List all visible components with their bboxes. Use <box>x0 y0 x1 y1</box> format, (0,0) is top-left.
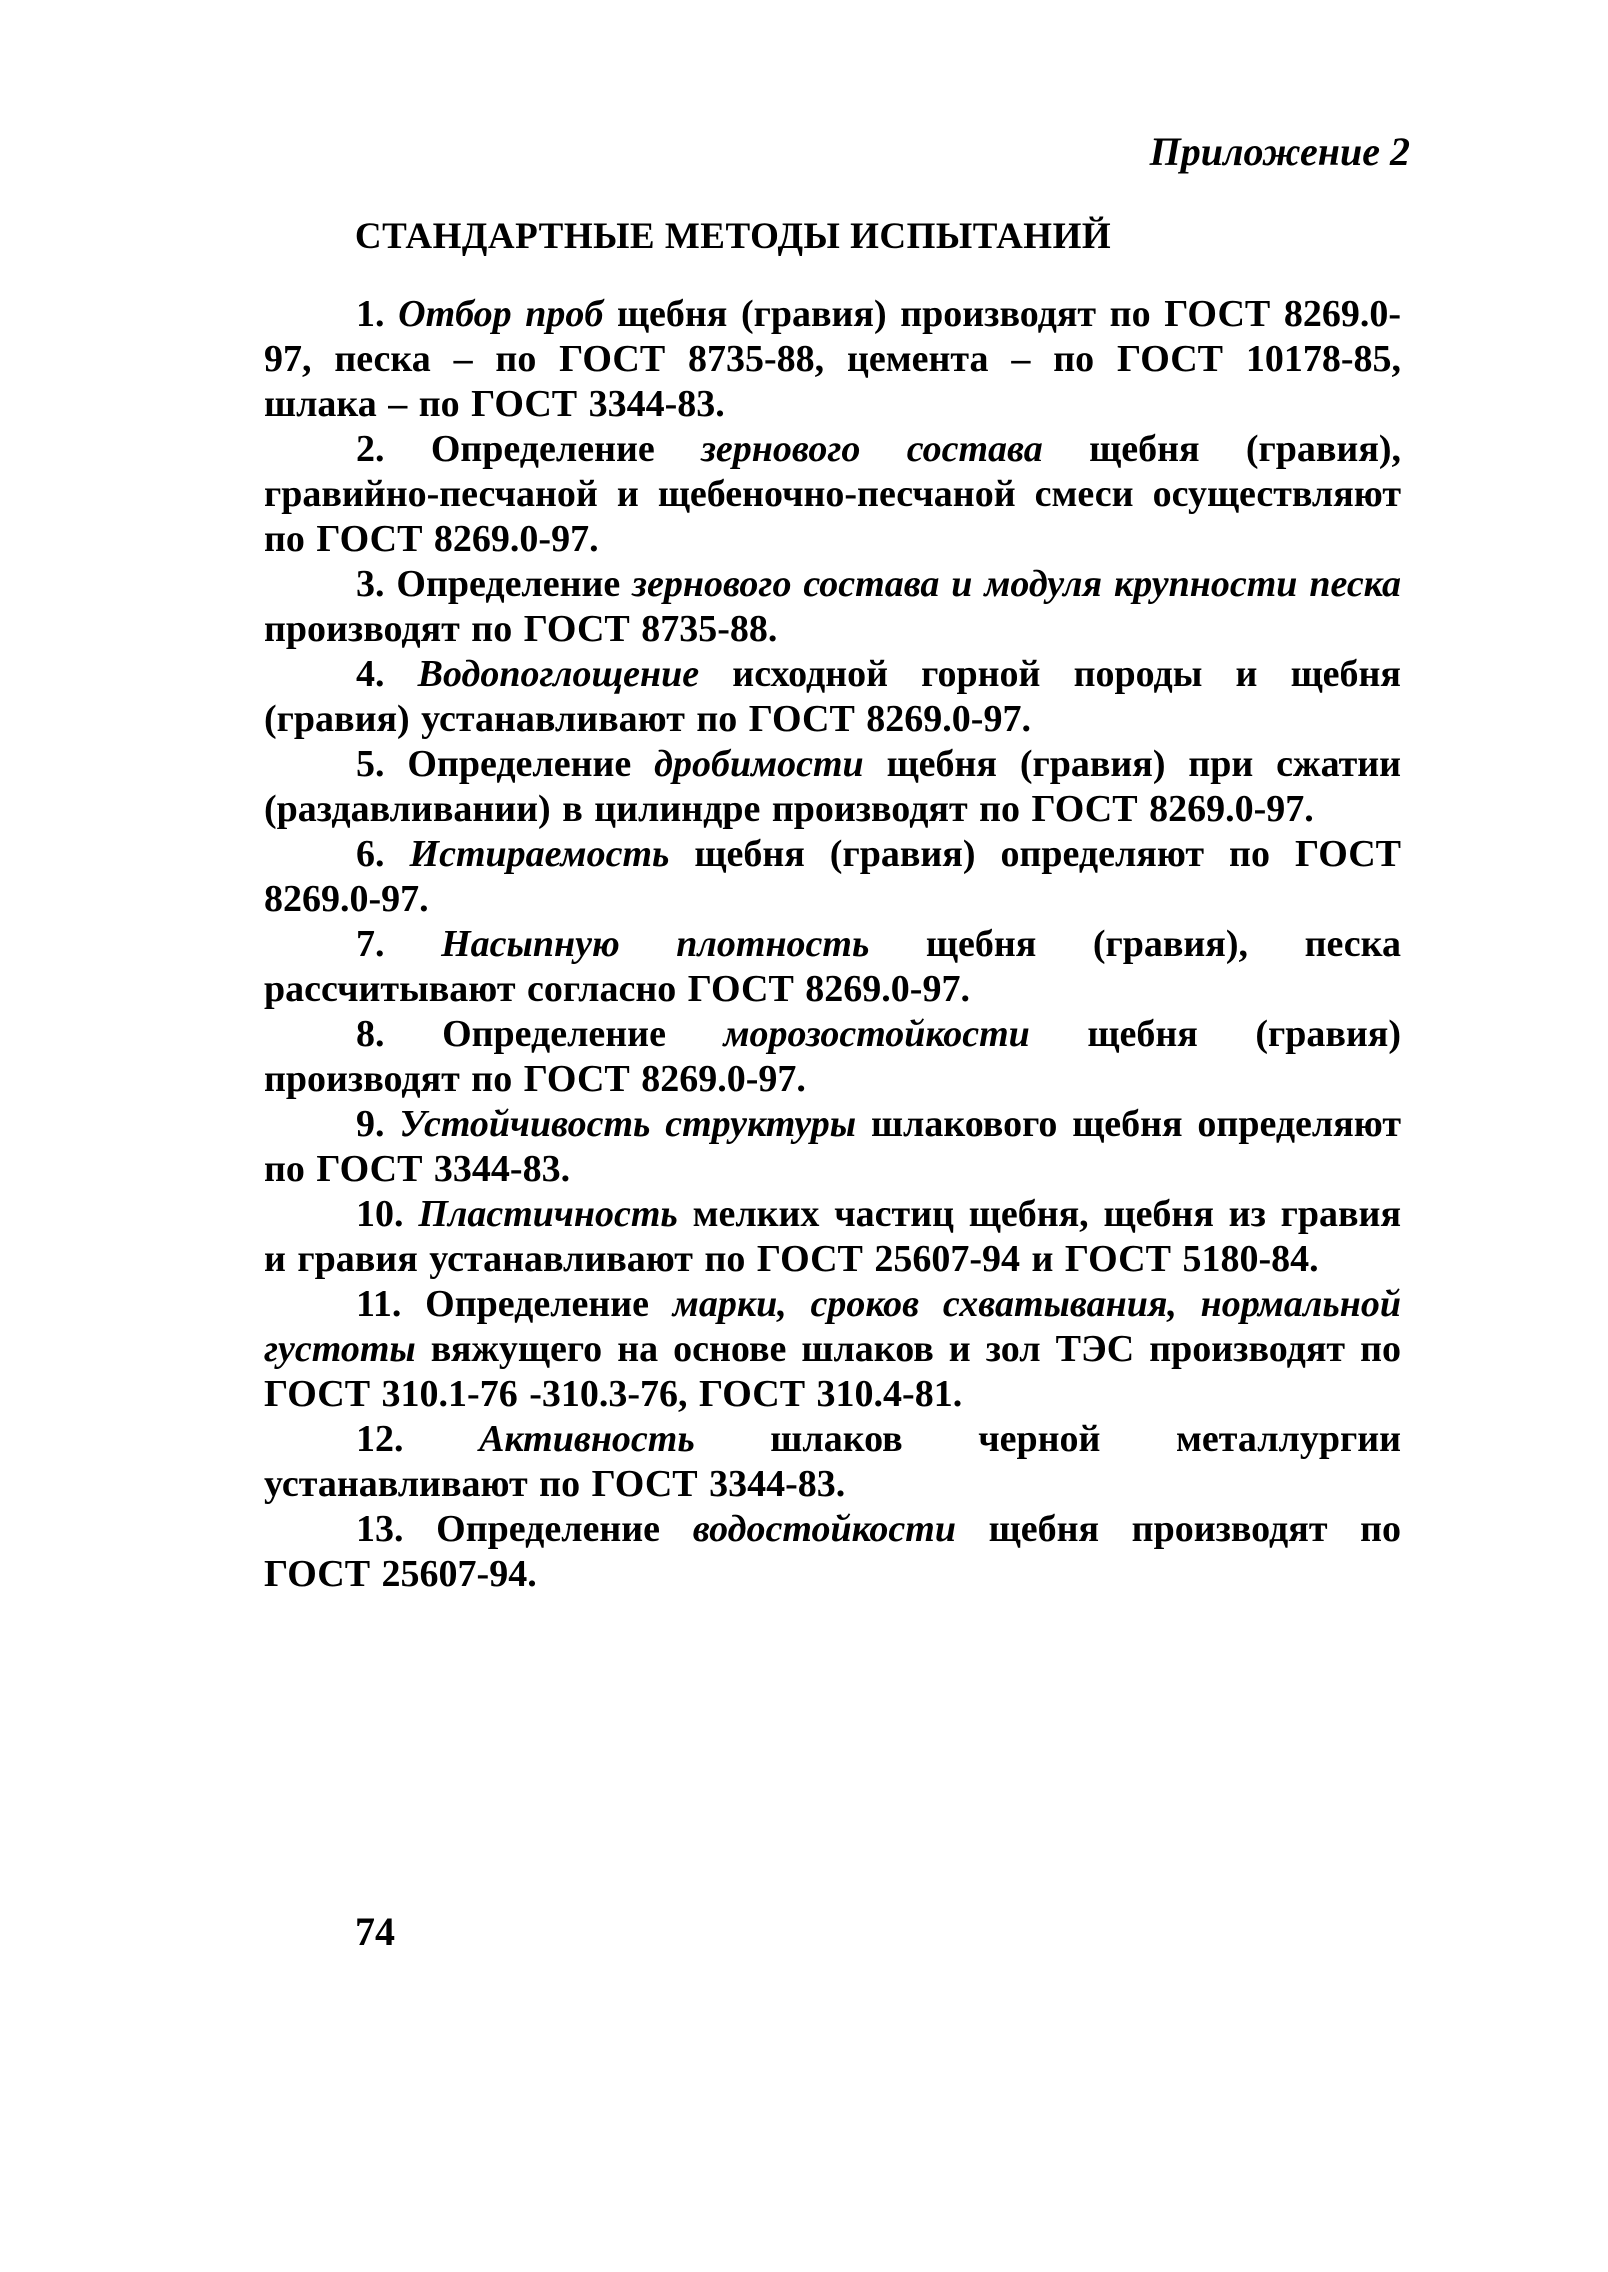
item-text: щебня (гравия), песка рассчитывают согласно ГОСТ 8269.0-97. <box>264 923 1401 1010</box>
item-term: водостойкости <box>692 1508 956 1550</box>
item-text: производят по ГОСТ 8735-88. <box>264 608 778 650</box>
item-term: дробимости <box>654 743 864 785</box>
appendix-label: Приложение 2 <box>1149 129 1410 174</box>
item-number: 1. <box>356 293 385 335</box>
item-text: шлаков черной металлургии устанавливают по ГОСТ 3344-83. <box>264 1418 1402 1505</box>
list-item <box>264 1417 1401 1507</box>
item-number: 4. <box>356 653 385 695</box>
item-number: 3. <box>356 563 385 605</box>
list-item <box>264 922 1401 1012</box>
item-number: 6. <box>356 833 385 875</box>
item-lead: Определение <box>430 428 655 470</box>
item-text: щебня производят по ГОСТ 25607-94. <box>264 1508 1402 1595</box>
list-item <box>264 562 1401 652</box>
test-methods-list <box>264 292 1401 1597</box>
item-lead: Определение <box>425 1283 650 1325</box>
item-term: зернового состава и модуля крупности песка <box>632 563 1401 605</box>
item-term: марки, сроков схватывания, нормальной густоты <box>264 1283 1401 1370</box>
item-number: 7. <box>356 923 385 965</box>
item-text: щебня (гравия) при сжатии (раздавливании) в цилиндре производят по ГОСТ 8269.0-97. <box>264 743 1402 830</box>
item-number: 2. <box>356 428 385 470</box>
item-term: зернового состава <box>701 428 1043 470</box>
item-text: вяжущего на основе шлаков и зол ТЭС производят по ГОСТ 310.1-76 -310.3-76, ГОСТ 310.4-81. <box>264 1328 1401 1415</box>
item-number: 8. <box>356 1013 385 1055</box>
list-item <box>264 1507 1401 1597</box>
item-lead: Определение <box>436 1508 661 1550</box>
item-term: Насыпную плотность <box>441 923 870 965</box>
list-item <box>264 1102 1401 1192</box>
item-number: 10. <box>356 1193 404 1235</box>
list-item <box>264 1192 1401 1282</box>
list-item <box>264 742 1401 832</box>
item-text: щебня (гравия), гравийно-песчаной и щебеночно-песчаной смеси осуществляют по ГОСТ 8269.0-97. <box>264 428 1402 560</box>
item-text: исходной горной породы и щебня (гравия) устанавливают по ГОСТ 8269.0-97. <box>264 653 1401 740</box>
item-text: щебня (гравия) производят по ГОСТ 8269.0-97, песка – по ГОСТ 8735-88, цемента – по ГОСТ 10178-85, шлака – по ГОСТ 3344-83. <box>264 293 1402 425</box>
item-term: Устойчивость структуры <box>399 1103 857 1145</box>
item-term: Истираемость <box>409 833 670 875</box>
item-term: Активность <box>479 1418 695 1460</box>
item-text: шлакового щебня определяют по ГОСТ 3344-83. <box>264 1103 1401 1190</box>
item-number: 5. <box>356 743 385 785</box>
item-text: мелких частиц щебня, щебня из гравия и гравия устанавливают по ГОСТ 25607-94 и ГОСТ 5180-84. <box>264 1193 1402 1280</box>
item-term: Водопоглощение <box>417 653 700 695</box>
list-item <box>264 292 1401 427</box>
item-number: 9. <box>356 1103 385 1145</box>
item-number: 11. <box>356 1283 402 1325</box>
list-item <box>264 652 1401 742</box>
item-term: Пластичность <box>418 1193 678 1235</box>
list-item <box>264 427 1401 562</box>
item-number: 13. <box>356 1508 404 1550</box>
list-item <box>264 1282 1401 1417</box>
item-number: 12. <box>356 1418 404 1460</box>
item-lead: Определение <box>407 743 632 785</box>
list-item <box>264 832 1401 922</box>
item-lead: Определение <box>442 1013 666 1055</box>
item-term: Отбор проб <box>398 293 604 335</box>
page-title: СТАНДАРТНЫЕ МЕТОДЫ ИСПЫТАНИЙ <box>354 216 1112 257</box>
item-term: морозостойкости <box>723 1013 1030 1055</box>
list-item <box>264 1012 1401 1102</box>
item-text: щебня (гравия) определяют по ГОСТ 8269.0-97. <box>264 833 1402 920</box>
item-text: щебня (гравия) производят по ГОСТ 8269.0-97. <box>264 1013 1402 1100</box>
item-lead: Определение <box>396 563 621 605</box>
page-number: 74 <box>355 1909 395 1954</box>
